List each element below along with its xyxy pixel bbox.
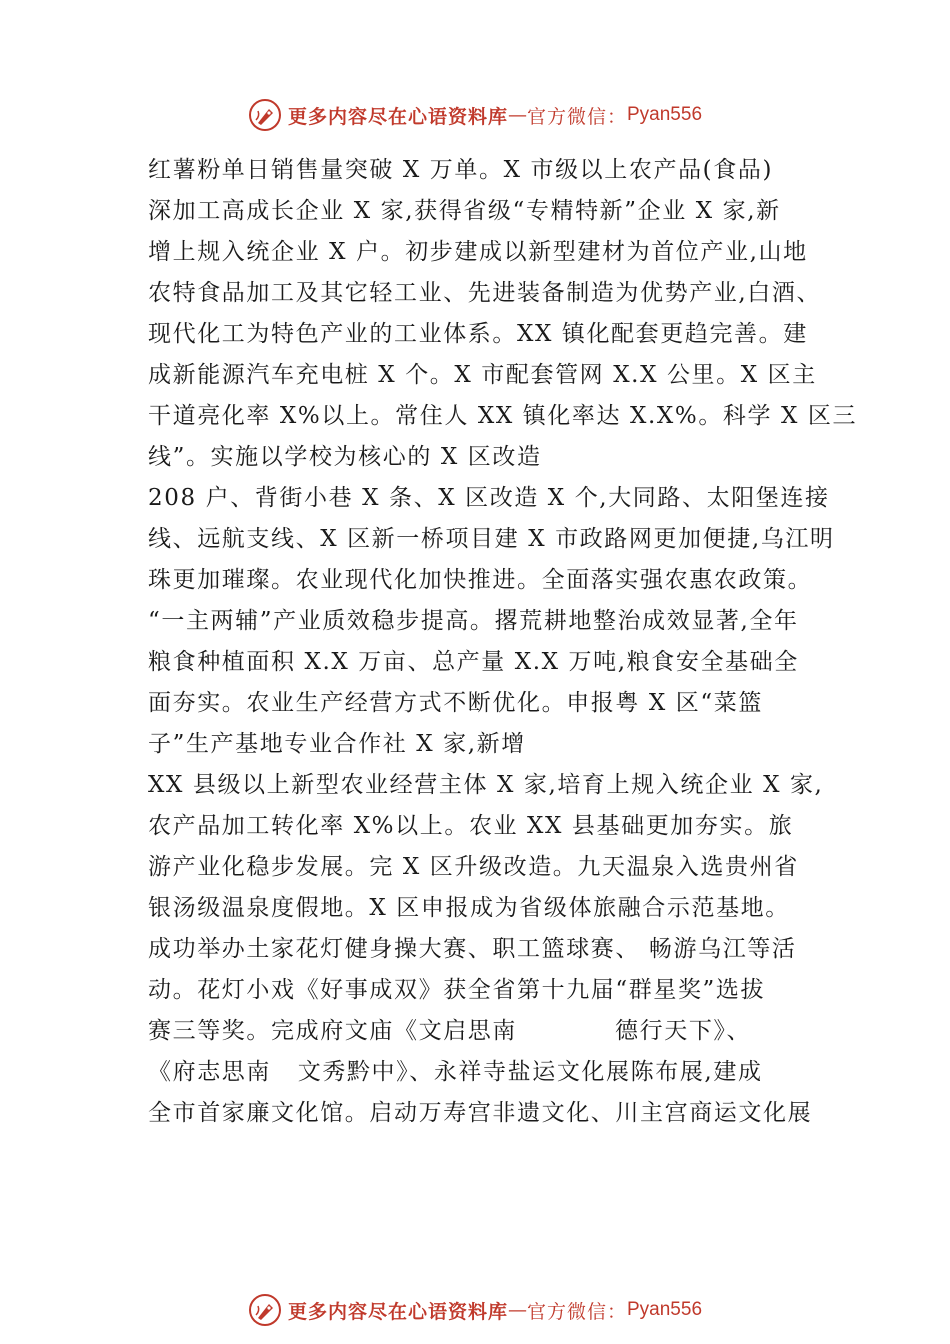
banner-wechat-id: Pyan556 [627,1299,703,1320]
pen-nib-logo-icon [248,1293,282,1327]
text-line: XX 县级以上新型农业经营主体 X 家,培育上规入统企业 X 家, [148,772,824,798]
text-line: 珠更加璀璨。农业现代化加快推进。全面落实强农惠农政策。 [148,567,813,593]
text-line: 现代化工为特色产业的工业体系。XX 镇化配套更趋完善。建 [148,321,808,347]
banner-wechat-label: 官方微信： [526,1300,627,1323]
banner-title: 更多内容尽在心语资料库 [287,1300,508,1323]
text-line: 深加工高成长企业 X 家,获得省级“专精特新”企业 X 家,新 [148,198,781,224]
text-line: 银汤级温泉度假地。X 区申报成为省级体旅融合示范基地。 [148,895,790,921]
text-line: 子”生产基地专业合作社 X 家,新增 [148,731,526,757]
banner-dash: — [507,104,527,126]
text-line: 农特食品加工及其它轻工业、先进装备制造为优势产业,白酒、 [148,280,822,306]
document-body [148,150,858,1134]
banner-dash: — [507,1299,527,1321]
pen-nib-logo-icon [248,98,282,132]
banner-wechat-id: Pyan556 [627,104,703,125]
text-line: 游产业化稳步发展。完 X 区升级改造。九天温泉入选贵州省 [148,854,799,880]
text-line: 农产品加工转化率 X%以上。农业 XX 县基础更加夯实。旅 [148,813,794,839]
text-line: 线、远航支线、X 区新一桥项目建 X 市政路网更加便捷,乌江明 [148,526,835,552]
footer-banner [0,1290,950,1330]
banner-title: 更多内容尽在心语资料库 [287,105,508,128]
text-line: 动。花灯小戏《好事成双》获全省第十九届“群星奖”选拔 [148,977,766,1003]
text-line: 全市首家廉文化馆。启动万寿宫非遗文化、川主宫商运文化展 [148,1100,813,1126]
text-line: 成新能源汽车充电桩 X 个。X 市配套管网 X.X 公里。X 区主 [148,362,817,388]
text-line: 线”。实施以学校为核心的 X 区改造 [148,444,542,470]
header-banner [0,95,950,135]
text-line: 粮食种植面积 X.X 万亩、总产量 X.X 万吨,粮食安全基础全 [148,649,799,675]
text-line: 增上规入统企业 X 户。初步建成以新型建材为首位产业,山地 [148,239,808,265]
text-line: 《府志思南 文秀黔中》、永祥寺盐运文化展陈布展,建成 [148,1059,763,1085]
text-line: 红薯粉单日销售量突破 X 万单。X 市级以上农产品(食品) [148,157,774,183]
text-line: 干道亮化率 X%以上。常住人 XX 镇化率达 X.X%。科学 X 区三 [148,403,858,429]
text-line: 208 户、背街小巷 X 条、X 区改造 X 个,大同路、太阳堡连接 [148,485,830,511]
text-line: “一主两辅”产业质效稳步提高。撂荒耕地整治成效显著,全年 [148,608,799,634]
text-line: 面夯实。农业生产经营方式不断优化。申报粤 X 区“菜篮 [148,690,763,716]
banner-wechat-label: 官方微信： [526,105,627,128]
text-line: 成功举办土家花灯健身操大赛、职工篮球赛、 畅游乌江等活 [148,936,797,962]
text-line: 赛三等奖。完成府文庙《文启思南 德行天下》、 [148,1018,752,1044]
